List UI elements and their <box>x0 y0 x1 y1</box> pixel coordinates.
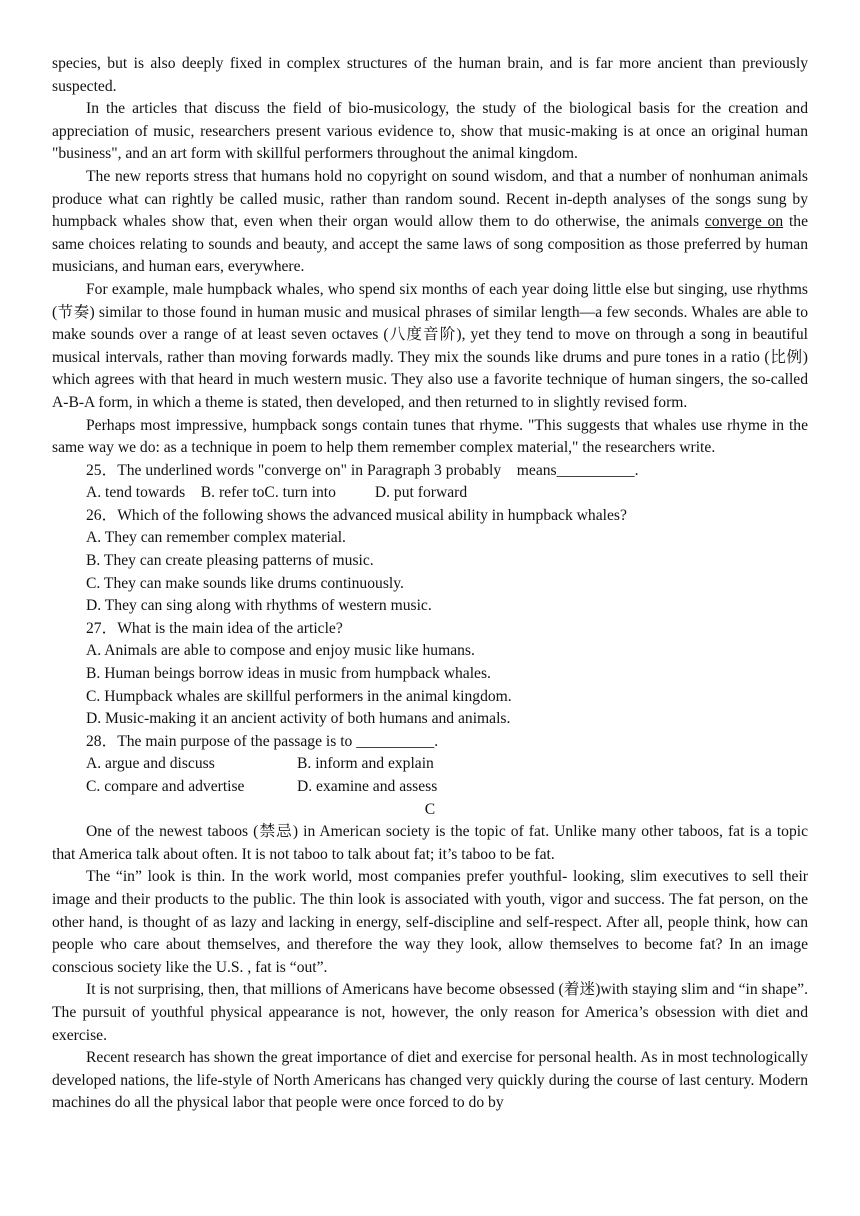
underlined-phrase: converge on <box>704 213 784 231</box>
question-26-option-a: A. They can remember complex material. <box>86 529 346 547</box>
passage-b-paragraph-3: For example, male humpback whales, who spend six months of each year doing little else but singing, use rhythms (节奏) similar to those found in human music and musical phrases of similar length—a few seconds. Whales are able to make sounds over a range of at least seven octaves (八度音阶), yet they tend to move on through a song in beautiful musical intervals, rather than moving forwards madly. They mix the sounds like drums and pure tones in a ratio (比例) which agrees with that heard in much western music. They also use a favorite technique of human singers, the so-called A-B-A form, in which a theme is stated, then developed, and then returned to in slightly revised form. <box>52 280 808 411</box>
question-28-option-b: B. inform and explain <box>297 755 434 773</box>
question-26: 26．Which of the following shows the advanced musical ability in humpback whales? <box>86 506 627 524</box>
question-26-option-c: C. They can make sounds like drums continuously. <box>86 574 404 592</box>
question-26-option-b: B. They can create pleasing patterns of music. <box>86 552 374 570</box>
passage-c-paragraph-3: It is not surprising, then, that millions of Americans have become obsessed (着迷)with staying slim and “in shape”. The pursuit of youthful physical appearance is not, however, the only reason for America’s obsession with diet and exercise. <box>52 981 808 1044</box>
paragraph-2-text-after: the same choices relating to sounds and beauty, and accept the same laws of song composition as those preferred by human musicians, and human ears, everywhere. <box>52 213 808 276</box>
question-28-options-row-2 <box>52 776 808 799</box>
passage-c-paragraph-4: Recent research has shown the great importance of diet and exercise for personal health. As in most technologically developed nations, the life-style of North Americans has changed very quickly during the course of last century. Modern machines do all the physical labor that people were once forced to do by <box>52 1049 808 1112</box>
question-27-option-b: B. Human beings borrow ideas in music from humpback whales. <box>86 665 491 683</box>
question-27: 27．What is the main idea of the article? <box>86 619 343 637</box>
passage-c-heading: C <box>424 800 436 818</box>
document-page <box>52 53 808 1115</box>
question-28: 28．The main purpose of the passage is to __________. <box>86 732 439 750</box>
passage-b-paragraph-0: species, but is also deeply fixed in complex structures of the human brain, and is far more ancient than previously suspected. <box>52 55 808 95</box>
question-28-option-c: C. compare and advertise <box>86 778 245 795</box>
question-25-options: A. tend towards B. refer toC. turn into D. put forward <box>86 484 468 502</box>
passage-b-paragraph-1: In the articles that discuss the field of bio-musicology, the study of the biological basis for the creation and appreciation of music, researchers present various evidence to, show that music-making is at once an original human "business", and an art form with skillful performers throughout the animal kingdom. <box>52 100 808 163</box>
question-28-option-d: D. examine and assess <box>297 778 438 795</box>
question-27-option-c: C. Humpback whales are skillful performers in the animal kingdom. <box>86 687 512 705</box>
passage-c-paragraph-1: One of the newest taboos (禁忌) in American society is the topic of fat. Unlike many other taboos, fat is a topic that America talk about often. It is not taboo to talk about fat; it’s taboo to be fat. <box>52 823 808 863</box>
passage-b-paragraph-4: Perhaps most impressive, humpback songs contain tunes that rhyme. "This suggests that whales use rhyme in the same way we do: as a technique in poem to help them remember complex material," the researchers write. <box>52 416 808 457</box>
passage-b-paragraph-2 <box>52 166 808 279</box>
passage-c-paragraph-2: The “in” look is thin. In the work world, most companies prefer youthful- looking, slim executives to sell their image and their products to the public. The thin look is associated with youth, vigor and success. The fat person, on the other hand, is thought of as lazy and lacking in energy, self-discipline and self-respect. After all, people think, how can people who care about themselves, and therefore the way they look, allow themselves to become fat? In an image conscious society like the U.S. , fat is “out”. <box>52 868 808 976</box>
paragraph-2-text-before: The new reports stress that humans hold no copyright on sound wisdom, and that a number of nonhuman animals produce what can rightly be called music, rather than random sound. Recent in-depth analyses of the songs sung by humpback whales show that, even when their organ would allow them to do otherwise, the animals <box>52 167 808 231</box>
question-28-options-row-1 <box>52 753 808 776</box>
question-26-option-d: D. They can sing along with rhythms of western music. <box>86 597 432 615</box>
question-25: 25．The underlined words "converge on" in Paragraph 3 probably means__________. <box>86 461 639 479</box>
question-28-option-a: A. argue and discuss <box>86 755 215 773</box>
question-27-option-a: A. Animals are able to compose and enjoy music like humans. <box>86 642 475 660</box>
question-27-option-d: D. Music-making it an ancient activity of both humans and animals. <box>86 710 511 728</box>
